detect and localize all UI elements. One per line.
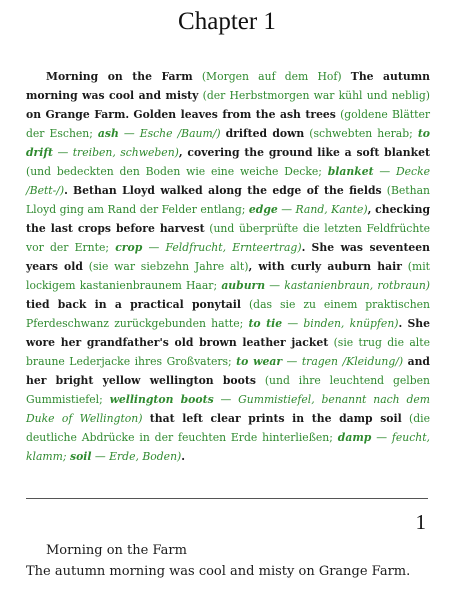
- glossary-definition: — Feldfrucht, Ernteertrag): [142, 241, 302, 254]
- english-phrase: Golden leaves from the ash trees: [133, 108, 336, 121]
- german-translation: (sie trug die alte braune Lederjacke ihres Großvaters;: [26, 336, 430, 368]
- bilingual-paragraph: [26, 67, 430, 466]
- glossary-word: blanket: [327, 165, 374, 178]
- glossary-definition: — Gummistiefel, benannt nach dem Duke of Wellington): [26, 393, 431, 425]
- space: [342, 70, 351, 83]
- english-phrase: , covering the ground like a soft blanket: [178, 146, 430, 159]
- english-phrase: She was seventeen years old: [26, 241, 431, 273]
- glossary-definition: — kastanienbraun, rotbraun): [265, 279, 431, 292]
- glossary-definition: — Decke /Bett-/): [26, 165, 430, 197]
- glossary-definition: — binden, knüpfen): [282, 317, 399, 330]
- german-translation: (das sie zu einem praktischen Pferdeschwanz zurückgebunden hatte;: [26, 298, 431, 330]
- english-phrase: , checking the last crops before harvest: [26, 203, 430, 235]
- glossary-word: damp: [337, 431, 372, 444]
- english-phrase: The autumn morning was cool and misty: [26, 70, 430, 102]
- german-translation: (schwebten herab;: [309, 127, 413, 140]
- space: [241, 298, 249, 311]
- english-phrase: , with curly auburn hair: [248, 260, 402, 273]
- space: [142, 412, 149, 425]
- german-translation: (Bethan Lloyd ging am Rand der Felder entlang;: [26, 184, 430, 216]
- glossary-word: ash: [97, 127, 119, 140]
- glossary-word: to wear: [236, 355, 283, 368]
- english-phrase: Morning on the Farm: [46, 70, 193, 83]
- glossary-definition: — treiben, schweben): [52, 146, 179, 159]
- german-translation: (der Herbstmorgen war kühl und neblig): [202, 89, 430, 102]
- page-number: 1: [415, 510, 426, 534]
- english-phrase: .: [301, 241, 306, 254]
- glossary-word: wellington boots: [109, 393, 214, 406]
- english-phrase: tied back in a practical ponytail: [26, 298, 242, 311]
- english-phrase: on Grange Farm.: [26, 108, 130, 121]
- footer-heading: Morning on the Farm: [46, 543, 187, 558]
- english-phrase: .: [181, 450, 186, 463]
- space: [256, 374, 265, 387]
- glossary-word: auburn: [221, 279, 266, 292]
- glossary-definition: — Esche /Baum/): [118, 127, 221, 140]
- space: [103, 393, 110, 406]
- glossary-word: to tie: [248, 317, 283, 330]
- glossary-definition: — feucht, klamm;: [26, 431, 430, 463]
- english-phrase: .: [398, 317, 403, 330]
- english-only-text: [26, 540, 430, 582]
- german-translation: (mit lockigem kastanienbraunem Haar;: [26, 260, 430, 292]
- english-phrase: and her bright yellow wellington boots: [26, 355, 430, 387]
- glossary-word: to drift: [26, 127, 431, 159]
- german-translation: (goldene Blätter der Eschen;: [26, 108, 431, 140]
- english-phrase: that left clear prints in the damp soil: [149, 412, 402, 425]
- glossary-definition: — Erde, Boden): [91, 450, 182, 463]
- glossary-definition: — Rand, Kante): [277, 203, 368, 216]
- german-translation: (und bedeckten den Boden wie eine weiche Decke;: [26, 165, 322, 178]
- glossary-word: soil: [69, 450, 92, 463]
- german-translation: (Morgen auf dem Hof): [201, 70, 342, 83]
- english-phrase: Bethan Lloyd walked along the edge of the fields: [73, 184, 382, 197]
- footer-sentence: The autumn morning was cool and misty on Grange Farm.: [26, 564, 411, 579]
- glossary-word: edge: [248, 203, 278, 216]
- space: [402, 412, 409, 425]
- english-phrase: drifted down: [225, 127, 305, 140]
- german-translation: (sie war siebzehn Jahre alt): [88, 260, 249, 273]
- english-phrase: .: [64, 184, 68, 197]
- paragraph-text: [26, 67, 430, 466]
- glossary-word: crop: [115, 241, 143, 254]
- divider: [26, 498, 428, 499]
- glossary-definition: — tragen /Kleidung/): [282, 355, 404, 368]
- german-translation: (und ihre leuchtend gelben Gummistiefel;: [26, 374, 431, 406]
- german-translation: (und überprüfte die letzten Feldfrüchte vor der Ernte;: [26, 222, 430, 254]
- chapter-title: Chapter 1: [178, 8, 276, 35]
- german-translation: (die deutliche Abdrücke in der feuchten Erde hinterließen;: [26, 412, 430, 444]
- english-phrase: She wore her grandfather's old brown leather jacket: [26, 317, 430, 349]
- space: [193, 70, 202, 83]
